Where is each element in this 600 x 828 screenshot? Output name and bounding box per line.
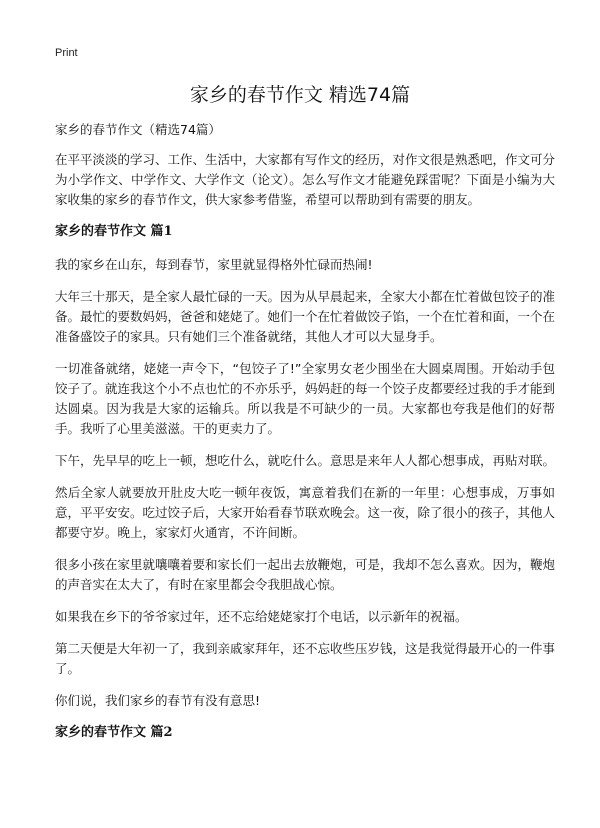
article-paragraph: 如果我在乡下的爷爷家过年，还不忘给姥姥家打个电话，以示新年的祝福。: [55, 609, 468, 624]
article-paragraph: 第二天便是大年初一了，我到亲戚家拜年，还不忘收些压岁钱，这是我觉得最开心的一件事了。: [55, 641, 556, 676]
article-paragraph: 一切准备就绪，姥姥一声令下，“包饺子了!”全家男女老少围坐在大圆桌周围。开始动手包饺子了。就连我这个小不点也忙的不亦乐乎，妈妈赶的每一个饺子皮都要经过我的手才能到达圆桌。因为我是大家的运输兵。所以我是不可缺少的一员。大家都也夸我是他们的好帮手。我听了心里美滋滋。干的更卖力了。: [55, 361, 556, 436]
article-paragraph: 我的家乡在山东，每到春节，家里就显得格外忙碌而热闹!: [55, 257, 373, 272]
intro-paragraph: 在平平淡淡的学习、工作、生活中，大家都有写作文的经历，对作文很是熟悉吧，作文可分为小学作文、中学作文、大学作文（论文）。怎么写作文才能避免踩雷呢？下面是小编为大家收集的家乡的春节作文，供大家参考借鉴，希望可以帮助到有需要的朋友。: [55, 152, 556, 207]
article-body: [55, 120, 555, 756]
article-subtitle: 家乡的春节作文（精选74篇）: [55, 122, 221, 137]
page-title: 家乡的春节作文 精选74篇: [189, 84, 411, 106]
section-heading: 家乡的春节作文 篇2: [55, 725, 173, 740]
section-heading: 家乡的春节作文 篇1: [55, 224, 173, 239]
article-paragraph: 然后全家人就要放开肚皮大吃一顿年夜饭，寓意着我们在新的一年里：心想事成，万事如意，平平安安。吃过饺子后，大家开始看春节联欢晚会。这一夜，除了很小的孩子，其他人都要守岁。晚上，家家灯火通宵，不许间断。: [55, 485, 556, 540]
article-paragraph: 你们说，我们家乡的春节有没有意思!: [55, 693, 261, 708]
print-link[interactable]: Print: [55, 47, 78, 59]
article-paragraph: 大年三十那天，是全家人最忙碌的一天。因为从早晨起来，全家大小都在忙着做包饺子的准备。最忙的要数妈妈，爸爸和姥姥了。她们一个在忙着做饺子馅，一个在忙着和面，一个在准备盛饺子的家具。只有她们三个准备就绪，其他人才可以大显身手。: [55, 289, 556, 344]
article-paragraph: 很多小孩在家里就嚷嚷着要和家长们一起出去放鞭炮，可是，我却不怎么喜欢。因为，鞭炮的声音实在太大了，有时在家里都会令我胆战心惊。: [55, 557, 556, 592]
article-paragraph: 下午，先早早的吃上一顿，想吃什么，就吃什么。意思是来年人人都心想事成，再贴对联。: [55, 453, 556, 468]
